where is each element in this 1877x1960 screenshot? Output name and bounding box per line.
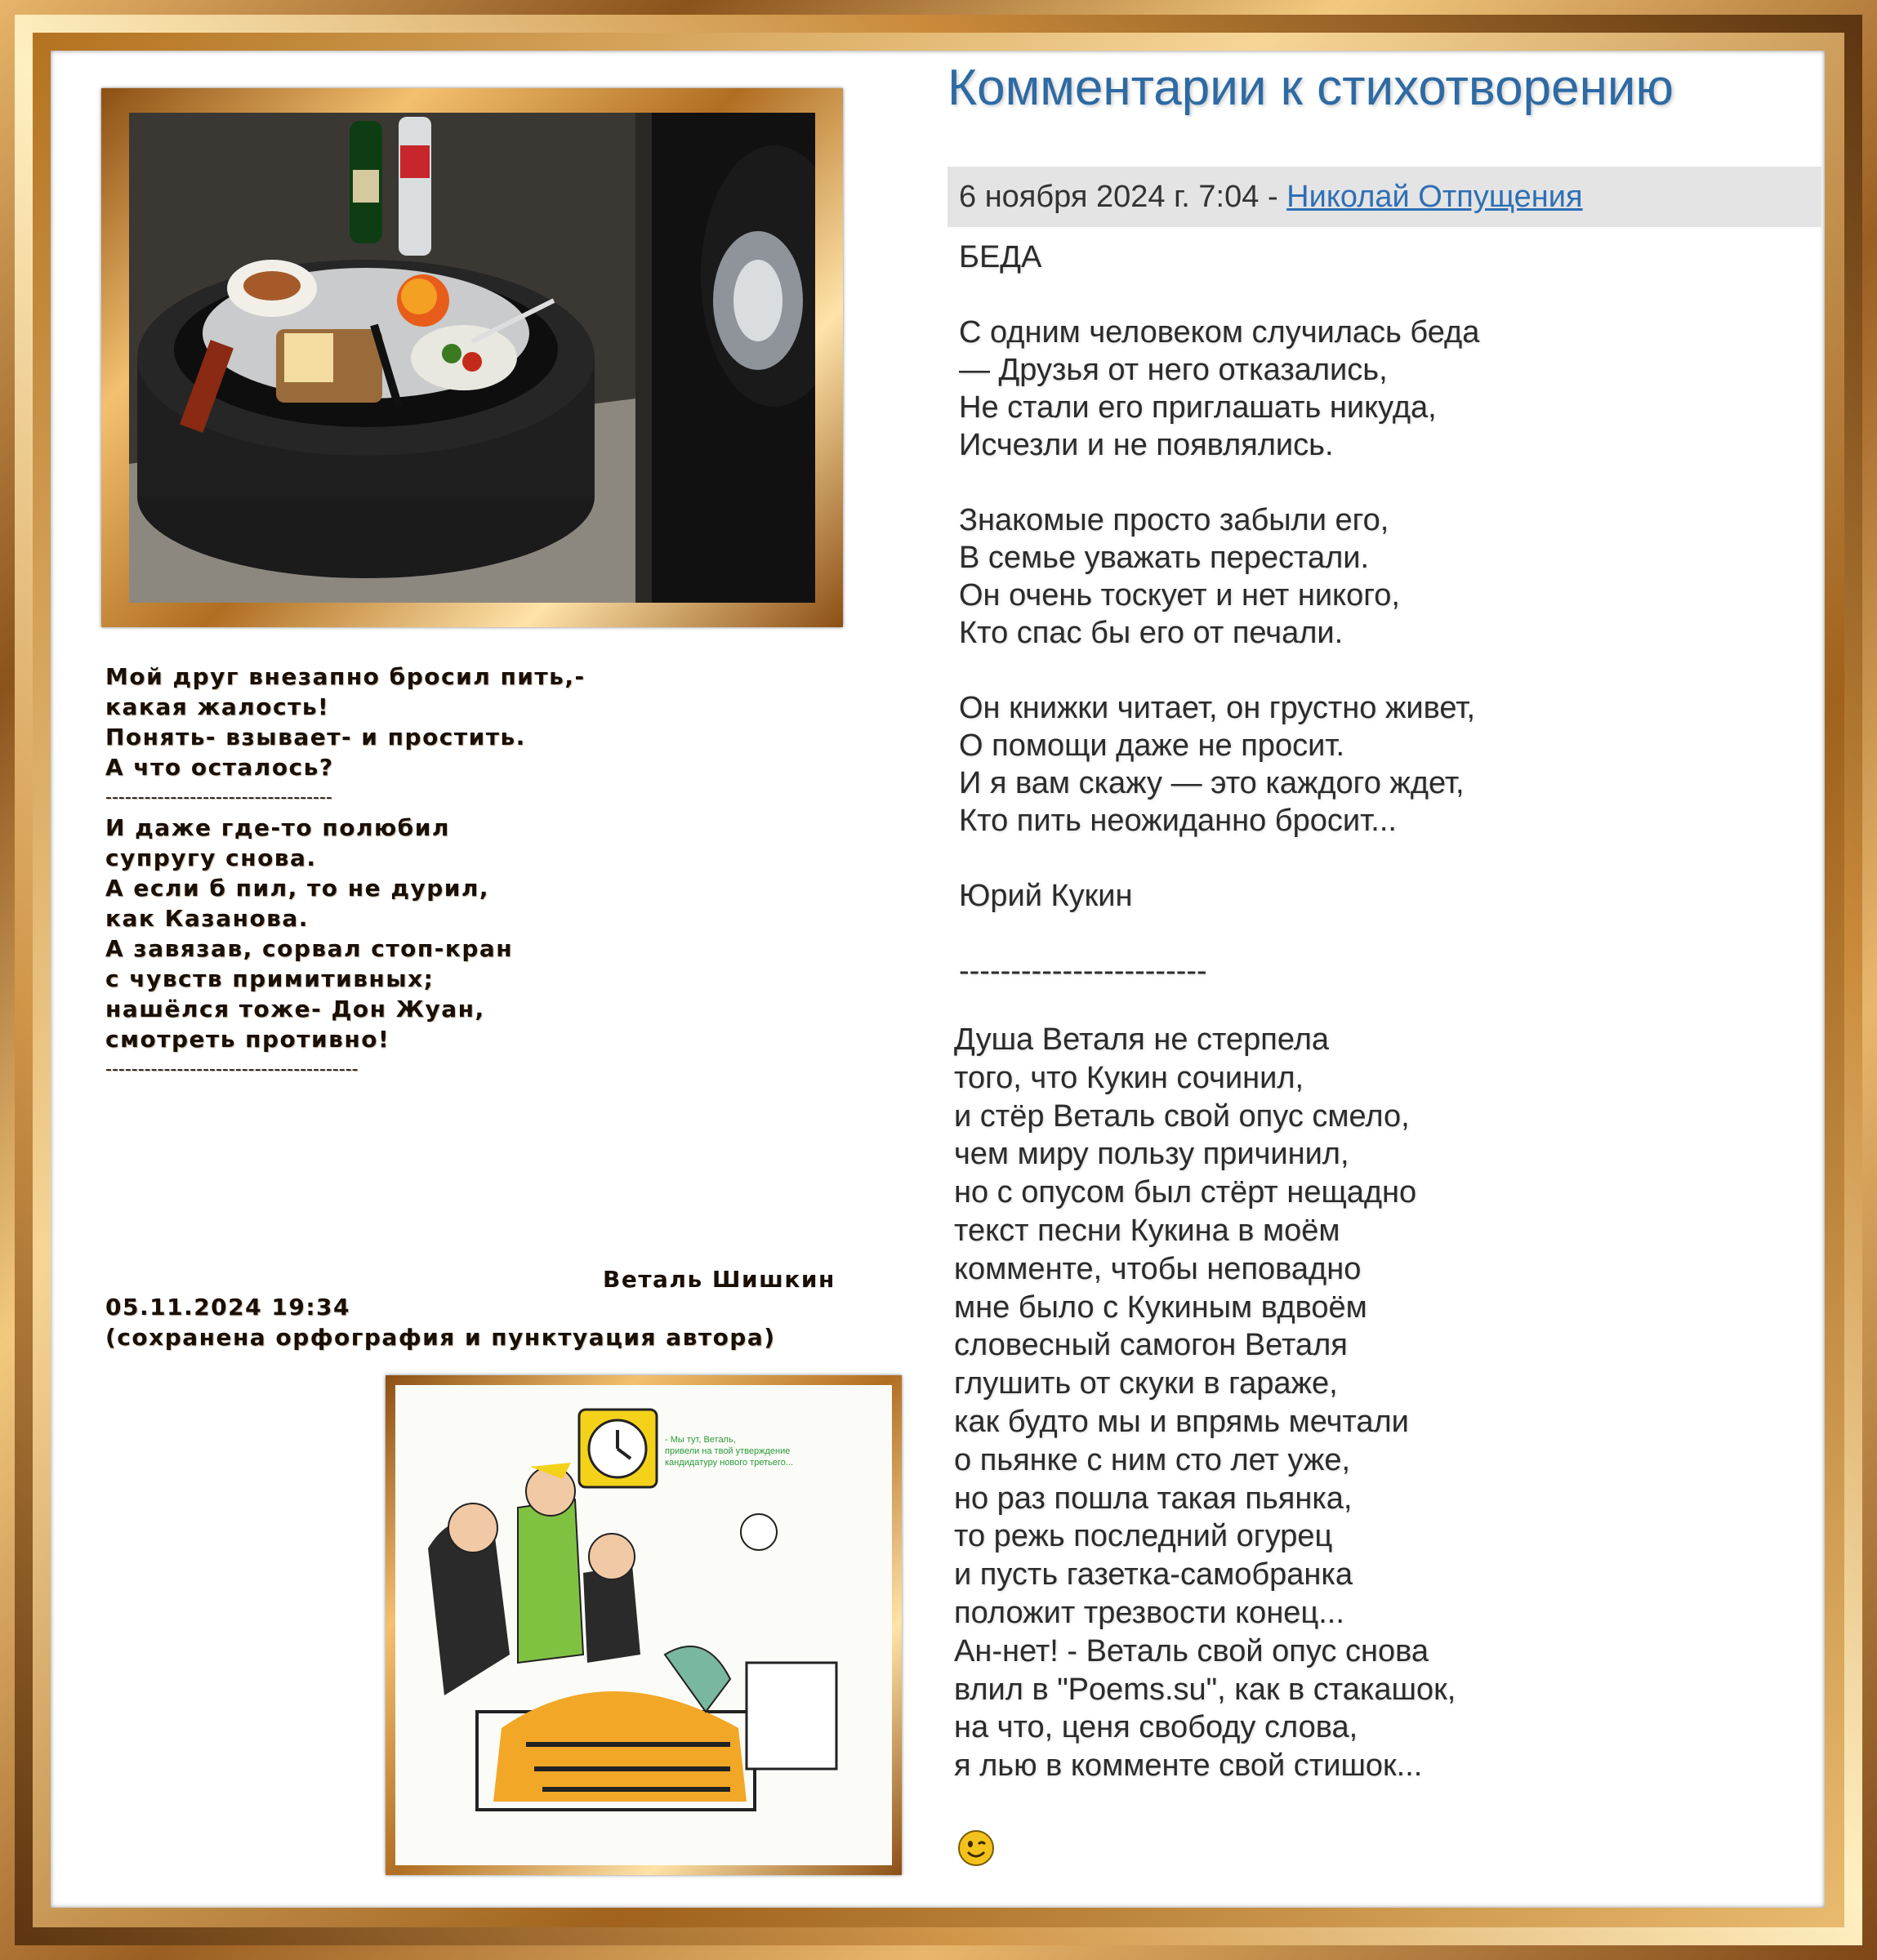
left-verse-line: Понять- взывает- и простить. (105, 724, 526, 751)
comment-line: Знакомые просто забыли его, (959, 503, 1389, 537)
left-note: (сохранена орфография и пунктуация автора) (105, 1324, 776, 1351)
cartoon-caption: - Мы тут, Веталь, привели на твой утверждение кандидатуру нового третьего... (665, 1435, 794, 1468)
left-verse-line: А если б пил, то не дурил, (105, 875, 490, 902)
reply-line: влил в "Poems.su", как в стакашок, (954, 1672, 1456, 1707)
reply-line: словесный самогон Веталя (954, 1328, 1348, 1363)
reply-line: Ан-нет! - Веталь свой опус снова (954, 1633, 1429, 1668)
content-paper (51, 51, 1825, 1908)
reply-line: и стёр Веталь свой опус смело, (954, 1098, 1410, 1134)
comment-line (959, 276, 1479, 314)
left-verse-separator: ----------------------------------- (105, 787, 332, 808)
comment-line: Он книжки читает, он грустно живет, (959, 691, 1476, 725)
reply-line: и пусть газетка-самобранка (954, 1557, 1353, 1592)
comment-line: И я вам скажу — это каждого ждет, (959, 766, 1465, 800)
page-title: Комментарии к стихотворению (947, 60, 1674, 116)
comment-line: Не стали его приглашать никуда, (959, 390, 1437, 425)
left-verse-line: А что осталось? (105, 754, 334, 781)
reply-line: то режь последний огурец (954, 1519, 1333, 1554)
comment-line: — Друзья от него отказались, (959, 353, 1388, 387)
comment-line (959, 840, 1479, 877)
comment-line (959, 915, 1479, 952)
comment-line: О помощи даже не просит. (959, 728, 1345, 763)
garage-tire-table-photo (129, 113, 815, 603)
comment-line: БЕДА (959, 240, 1042, 274)
left-footer (105, 1292, 776, 1352)
comment-line: ------------------------ (959, 954, 1207, 988)
reply-line: на что, ценя свободу слова, (954, 1710, 1358, 1745)
comment-line: Он очень тоскует и нет никого, (959, 578, 1400, 612)
comment-separator: - (1259, 180, 1287, 214)
left-verse-line: какая жалость! (105, 693, 330, 720)
comment-line: Кто пить неожиданно бросит... (959, 804, 1397, 838)
left-verse-line: А завязав, сорвал стоп-кран (105, 935, 514, 962)
reply-line: текст песни Кукина в моём (954, 1213, 1340, 1248)
reply-line: чем миру пользу причинил, (954, 1137, 1349, 1172)
reply-line: как будто мы и впрямь мечтали (954, 1404, 1409, 1439)
reply-line: я лью в комменте свой стишок... (954, 1748, 1423, 1784)
reply-body (954, 1021, 1456, 1785)
wink-smiley-icon (957, 1829, 995, 1867)
reply-line: мне было с Кукиным вдвоём (954, 1290, 1367, 1325)
comment-line (959, 464, 1479, 501)
left-verse-line: И даже где-то полюбил (105, 814, 450, 841)
left-verse-line: супругу снова. (105, 844, 317, 871)
comment-author-link[interactable]: Николай Отпущения (1286, 180, 1583, 214)
reply-line: комменте, чтобы неповадно (954, 1251, 1362, 1286)
hospital-cartoon (395, 1385, 892, 1865)
left-verse-line: с чувств примитивных; (105, 965, 435, 992)
comment-date: 6 ноября 2024 г. 7:04 (959, 180, 1260, 214)
left-verse-separator: --------------------------------------- (105, 1059, 359, 1080)
reply-line: о пьянке с ним сто лет уже, (954, 1442, 1351, 1477)
left-verse-line: нашёлся тоже- Дон Жуан, (105, 996, 485, 1022)
left-signature: Веталь Шишкин (603, 1266, 836, 1293)
left-date: 05.11.2024 19:34 (105, 1294, 351, 1321)
comment-line (959, 652, 1479, 689)
reply-line: Душа Веталя не стерпела (954, 1022, 1330, 1057)
reply-line: но с опусом был стёрт нещадно (954, 1175, 1417, 1210)
comment-line: Кто спас бы его от печали. (959, 616, 1344, 650)
cartoon-frame (386, 1375, 902, 1875)
left-verse (105, 662, 586, 1085)
left-verse-line: смотреть противно! (105, 1026, 390, 1053)
left-verse-line: Мой друг внезапно бросил пить,- (105, 663, 586, 690)
comment-body (959, 238, 1479, 990)
reply-line: глушить от скуки в гараже, (954, 1366, 1338, 1401)
photo-frame (101, 88, 843, 627)
comment-line: С одним человеком случилась беда (959, 315, 1480, 350)
comment-header (947, 167, 1821, 227)
left-verse-line: как Казанова. (105, 905, 309, 932)
comment-line: Юрий Кукин (959, 879, 1133, 913)
reply-line: положит трезвости конец... (954, 1595, 1344, 1630)
reply-line: того, что Кукин сочинил, (954, 1060, 1304, 1095)
reply-line: но раз пошла такая пьянка, (954, 1481, 1353, 1516)
comment-line: Исчезли и не появлялись. (959, 428, 1334, 462)
comment-line: В семье уважать перестали. (959, 541, 1370, 575)
